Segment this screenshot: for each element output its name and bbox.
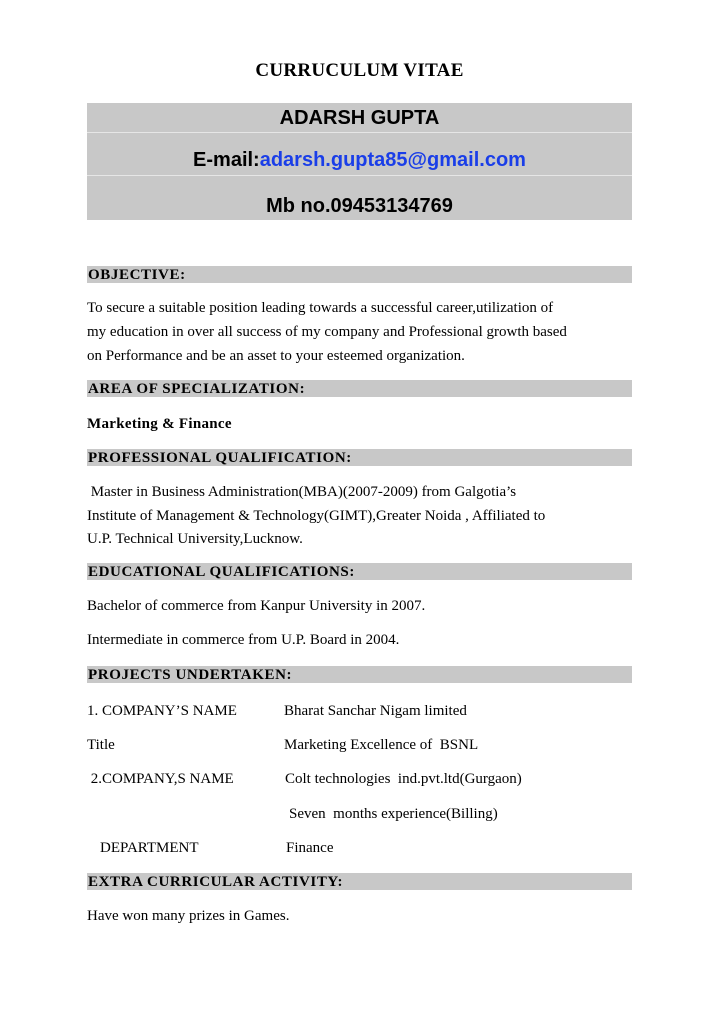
project-value: Seven months experience(Billing) [289,806,498,822]
professional-line: U.P. Technical University,Lucknow. [87,531,303,547]
mobile-number: Mb no.09453134769 [266,195,453,217]
objective-line: To secure a suitable position leading towards a successful career,utilization of [87,300,554,316]
email-link[interactable]: adarsh.gupta85@gmail.com [259,149,526,171]
candidate-name: ADARSH GUPTA [279,107,440,129]
education-item: Intermediate in commerce from U.P. Board in 2004. [87,632,400,648]
project-label: Title [87,737,115,753]
objective-line: my education in over all success of my company and Professional growth based [87,324,567,340]
project-value: Colt technologies ind.pvt.ltd(Gurgaon) [285,771,522,787]
professional-line: Master in Business Administration(MBA)(2007-2009) from Galgotia’s [87,484,517,500]
objective-line: on Performance and be an asset to your esteemed organization. [87,348,465,364]
section-education [87,563,632,580]
section-heading: PROJECTS UNDERTAKEN: [88,667,293,683]
email-label: E-mail: [193,149,260,171]
professional-line: Institute of Management & Technology(GIMT),Greater Noida , Affiliated to [87,508,546,524]
extra-value: Have won many prizes in Games. [87,908,290,924]
section-heading: EDUCATIONAL QUALIFICATIONS: [88,564,355,580]
section-objective [87,266,632,283]
section-projects [87,666,632,683]
section-professional [87,449,632,466]
project-label: DEPARTMENT [100,840,199,856]
section-heading: EXTRA CURRICULAR ACTIVITY: [88,874,344,890]
email-line [87,149,632,172]
cv-title: CURRUCULUM VITAE [255,60,464,81]
project-value: Finance [286,840,334,856]
section-heading: OBJECTIVE: [88,267,186,283]
header-divider [87,175,632,176]
header-divider [87,132,632,133]
section-heading: AREA OF SPECIALIZATION: [88,381,306,397]
project-value: Bharat Sanchar Nigam limited [284,703,467,719]
project-label: 1. COMPANY’S NAME [87,703,237,719]
section-extra [87,873,632,890]
header-box [87,103,632,220]
specialization-value: Marketing & Finance [87,416,232,432]
project-label: 2.COMPANY,S NAME [87,771,234,787]
section-heading: PROFESSIONAL QUALIFICATION: [88,450,352,466]
education-item: Bachelor of commerce from Kanpur University in 2007. [87,598,426,614]
section-specialization [87,380,632,397]
project-value: Marketing Excellence of BSNL [284,737,479,753]
